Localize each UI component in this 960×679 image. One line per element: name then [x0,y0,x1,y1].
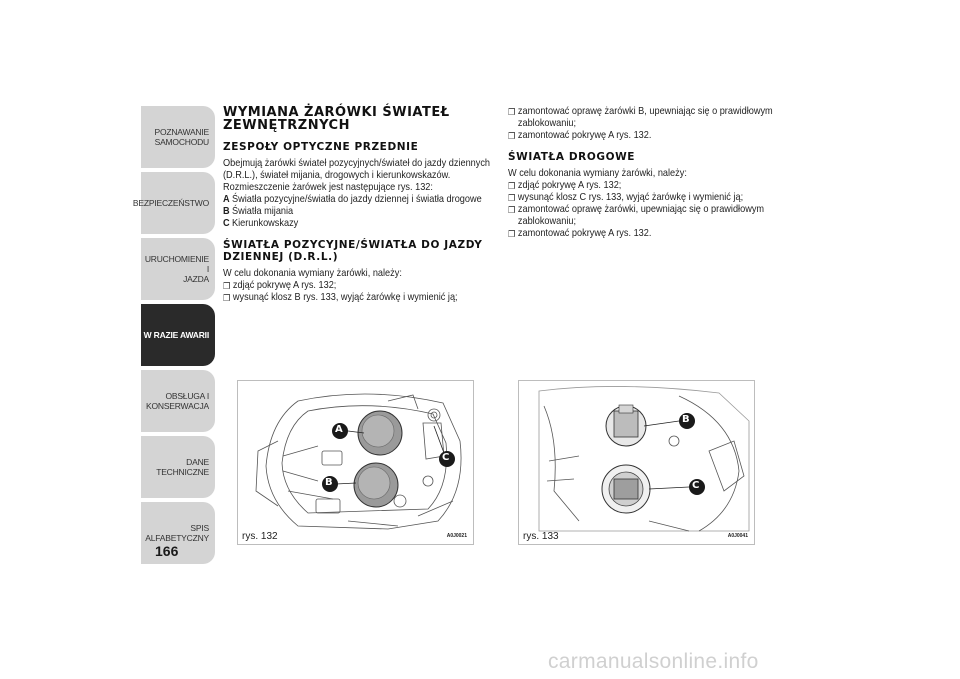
checkbox-bullet-icon: ❒ [508,181,516,191]
checkbox-bullet-icon: ❒ [508,193,516,203]
callout-c: C [442,452,450,463]
list-item: ❒ zdjąć pokrywę A rys. 132; [508,180,622,191]
checkbox-bullet-icon: ❒ [508,131,516,141]
tab-label: BEZPIECZEŃSTWO [132,198,209,208]
checkbox-bullet-icon: ❒ [508,229,516,239]
tab-label: POZNAWANIE SAMOCHODU [154,127,209,147]
tab-dane-techniczne[interactable] [141,436,215,498]
subsection-title: ZESPOŁY OPTYCZNE PRZEDNIE [223,141,419,153]
list-item: ❒ wysunąć klosz C rys. 133, wyjąć żarówkę i wymienić ją; [508,192,744,203]
tab-bezpieczenstwo[interactable] [132,172,215,234]
callout-b: B [682,414,690,425]
list-item: ❒ zamontować oprawę żarówki B, upewniając się o prawidłowym zablokowaniu; [508,106,773,129]
callout-b: B [325,477,333,488]
list-item: ❒ wysunąć klosz B rys. 133, wyjąć żarówkę i wymienić ją; [223,292,458,303]
instruction-intro: W celu dokonania wymiany żarówki, należy: [223,268,402,279]
watermark: carmanualsonline.info [548,650,759,673]
figure-132 [237,380,474,545]
intro-text: Obejmują żarówki świateł pozycyjnych/świateł do jazdy dziennych (D.R.L.), świateł mijania, drogowych i kierunkowskazów. Rozmieszczenie żarówek jest następujące rys. 132: [223,158,491,193]
tab-label: OBSŁUGA I KONSERWACJA [146,391,209,411]
chapter-tabs [132,106,215,568]
checkbox-bullet-icon: ❒ [508,205,516,215]
section-title: WYMIANA ŻARÓWKI ŚWIATEŁ ZEWNĘTRZNYCH [223,105,450,133]
figure-code: A0J0041 [727,533,748,539]
headlamp-front-illustration [238,381,473,544]
headlamp-rear-illustration [519,381,754,544]
figure-code: A0J0021 [446,533,467,539]
callout-c: C [692,480,700,491]
subsection-title: ŚWIATŁA DROGOWE [508,151,636,163]
figure-caption: rys. 133 [523,531,559,542]
tab-uruchomienie[interactable] [141,238,215,300]
page-number: 166 [155,543,179,559]
list-item: ❒ zdjąć pokrywę A rys. 132; [223,280,337,291]
tab-label: DANE TECHNICZNE [156,457,209,477]
tab-poznawanie[interactable] [141,106,215,168]
list-item: ❒ zamontować pokrywę A rys. 132. [508,130,652,141]
tab-obsluga[interactable] [141,370,215,432]
legend-item: B Światła mijania [223,206,294,217]
left-column [223,106,495,304]
callout-a: A [335,424,343,435]
right-column [508,106,780,240]
tab-label: URUCHOMIENIE I JAZDA [144,254,209,284]
list-item: ❒ zamontować oprawę żarówki, upewniając się o prawidłowym zablokowaniu; [508,204,765,227]
tab-w-razie-awarii[interactable] [141,304,215,366]
instruction-intro: W celu dokonania wymiany żarówki, należy: [508,168,687,179]
legend-item: C Kierunkowskazy [223,218,299,229]
figure-133 [518,380,755,545]
figure-caption: rys. 132 [242,531,278,542]
checkbox-bullet-icon: ❒ [223,293,231,303]
checkbox-bullet-icon: ❒ [508,107,516,117]
subsection-title: ŚWIATŁA POZYCYJNE/ŚWIATŁA DO JAZDY DZIENNEJ (D.R.L.) [223,239,483,263]
tab-label: W RAZIE AWARII [143,330,209,340]
legend-item: A Światła pozycyjne/światła do jazdy dziennej i światła drogowe [223,194,482,205]
checkbox-bullet-icon: ❒ [223,281,231,291]
tab-label: SPIS ALFABETYCZNY [145,523,209,543]
list-item: ❒ zamontować pokrywę A rys. 132. [508,228,652,239]
